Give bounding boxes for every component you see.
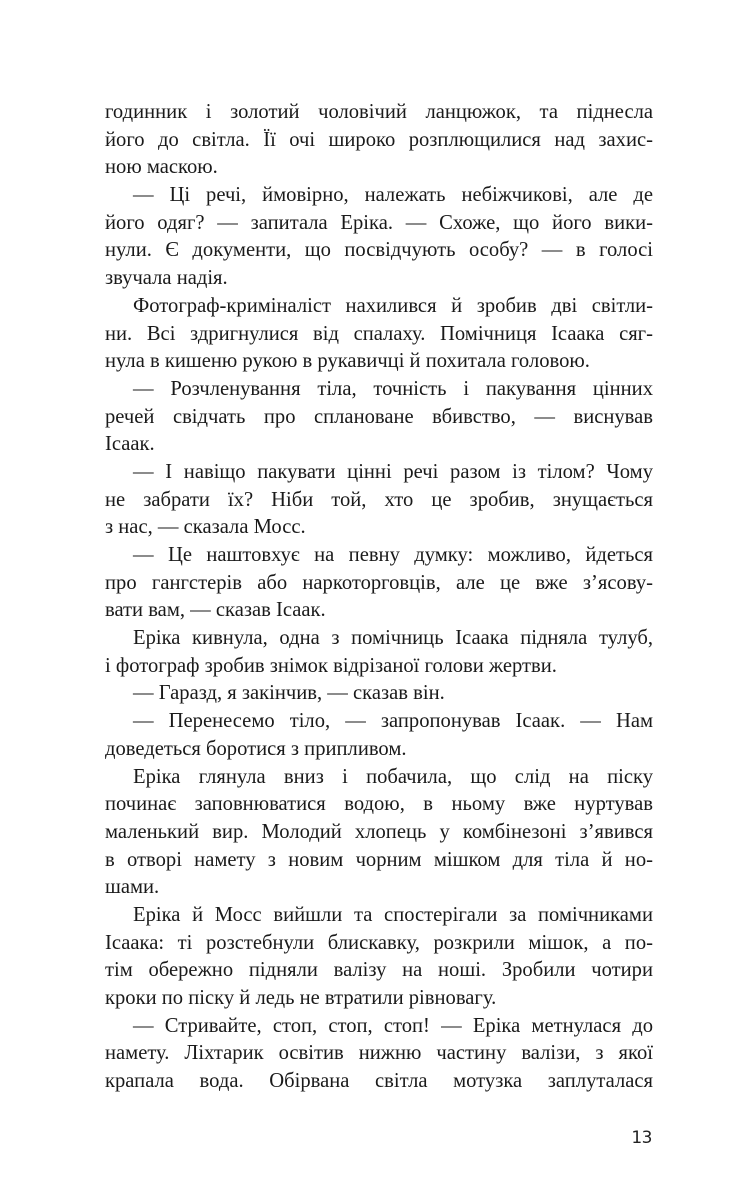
text-line: Еріка кивнула, одна з помічниць Ісаака підняла тулуб, <box>133 627 653 650</box>
text-line: — Ці речі, ймовірно, належать небіжчикові, але де <box>133 184 653 207</box>
text-line: Ісаака: ті розстебнули блискавку, розкрили мішок, а по- <box>105 931 653 954</box>
page-body-text <box>105 99 653 1096</box>
text-line: Еріка й Мосс вийшли та спостерігали за помічниками <box>133 903 653 926</box>
text-line: ни. Всі здригнулися від спалаху. Помічниця Ісаака сяг- <box>105 322 653 345</box>
paragraph <box>105 376 653 459</box>
text-line: вати вам, — сказав Ісаак. <box>105 599 326 622</box>
text-line: — І навіщо пакувати цінні речі разом із тілом? Чому <box>133 460 653 483</box>
text-line: доведеться боротися з припливом. <box>105 737 407 760</box>
text-line: намету. Ліхтарик освітив нижню частину валізи, з якої <box>105 1042 653 1065</box>
text-line: — Розчленування тіла, точність і пакування цінних <box>133 377 653 400</box>
text-line: починає заповнюватися водою, в ньому вже нуртував <box>105 793 653 816</box>
text-line: кроки по піску й ледь не втратили рівновагу. <box>105 987 497 1009</box>
paragraph <box>105 680 653 708</box>
paragraph <box>105 459 653 542</box>
text-line: Еріка глянула вниз і побачила, що слід на піску <box>133 765 653 788</box>
paragraph <box>105 293 653 376</box>
text-line: годинник і золотий чоловічий ланцюжок, та піднесла <box>105 101 653 123</box>
paragraph <box>105 1013 653 1096</box>
text-line: нули. Є документи, що посвідчують особу? — в голосі <box>105 239 653 262</box>
text-line: звучала надія. <box>105 267 228 290</box>
text-line: — Це наштовхує на певну думку: можливо, йдеться <box>133 544 653 566</box>
text-line: — Гаразд, я закінчив, — сказав він. <box>133 682 445 705</box>
text-line: крапала вода. Обірвана світла мотузка заплуталася <box>105 1070 653 1093</box>
text-line: його до світла. Її очі широко розплющилися над захис- <box>105 128 653 151</box>
text-line: Фотограф-криміналіст нахилився й зробив дві світли- <box>133 294 653 317</box>
paragraph <box>105 99 653 182</box>
page-number: 13 <box>631 1128 652 1148</box>
text-line: ною маскою. <box>105 156 218 179</box>
text-line: його одяг? — запитала Еріка. — Схоже, що його вики- <box>105 211 653 234</box>
text-line: нула в кишеню рукою в рукавичці й похитала головою. <box>105 350 590 373</box>
text-line: з нас, — сказала Мосс. <box>105 516 306 539</box>
paragraph <box>105 902 653 1013</box>
text-line: речей свідчать про сплановане вбивство, — виснував <box>105 405 653 428</box>
text-line: — Перенесемо тіло, — запропонував Ісаак. — Нам <box>133 710 653 733</box>
text-line: і фотограф зробив знімок відрізаної голови жертви. <box>105 654 557 677</box>
text-line: тім обережно підняли валізу на ноші. Зробили чотири <box>105 959 653 982</box>
paragraph <box>105 625 653 680</box>
text-line: в отворі намету з новим чорним мішком для тіла й но- <box>105 848 653 871</box>
paragraph <box>105 542 653 625</box>
paragraph <box>105 764 653 902</box>
text-line: Ісаак. <box>105 433 155 456</box>
paragraph <box>105 182 653 293</box>
text-line: не забрати їх? Ніби той, хто це зробив, знущається <box>105 488 653 511</box>
text-line: — Стривайте, стоп, стоп, стоп! — Еріка метнулася до <box>133 1014 653 1037</box>
text-line: шами. <box>105 876 160 899</box>
paragraph <box>105 708 653 763</box>
text-line: про гангстерів або наркоторговців, але це вже з’ясову- <box>105 571 653 594</box>
text-line: маленький вир. Молодий хлопець у комбінезоні з’явився <box>105 820 653 843</box>
